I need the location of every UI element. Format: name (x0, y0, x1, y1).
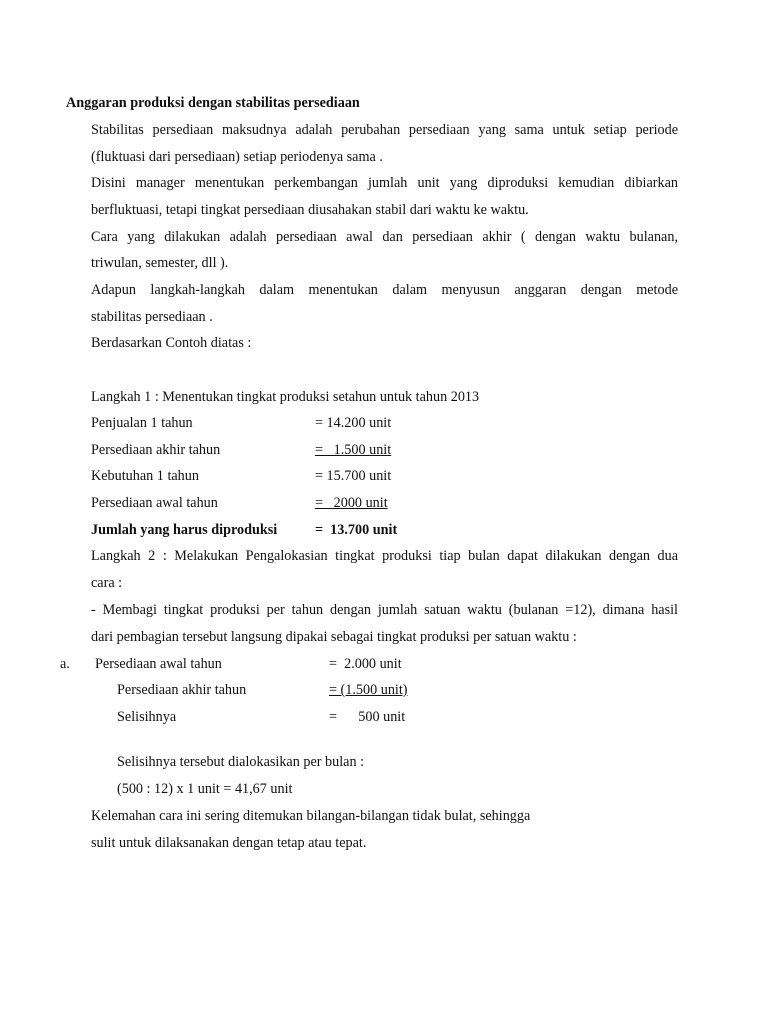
langkah-2-line-2: cara : (91, 575, 123, 591)
row-value: = 500 unit (329, 709, 406, 725)
row-label: Persediaan akhir tahun (91, 442, 221, 458)
row-label: Persediaan awal tahun (95, 656, 222, 672)
row-value: = 2.000 unit (329, 656, 402, 672)
langkah-2-line-4: dari pembagian tersebut langsung dipakai sebagai tingkat produksi per satuan waktu : (91, 629, 577, 645)
row-value: = (1.500 unit) (329, 682, 408, 698)
row-value: = 14.200 unit (315, 415, 392, 431)
section-title: Anggaran produksi dengan stabilitas persediaan (66, 95, 360, 111)
row-label: Persediaan awal tahun (91, 495, 218, 511)
row-value: = 1.500 unit (315, 442, 392, 458)
langkah-1-row (91, 414, 491, 432)
row-label: Persediaan akhir tahun (117, 682, 247, 698)
allocation-line-1: Selisihnya tersebut dialokasikan per bulan : (117, 754, 365, 770)
paragraph-5: Berdasarkan Contoh diatas : (91, 335, 252, 351)
closing-line-2: sulit untuk dilaksanakan dengan tetap atau tepat. (91, 835, 367, 851)
paragraph-2-line-1: Disini manager menentukan perkembangan jumlah unit yang diproduksi kemudian dibiarkan (91, 175, 678, 191)
langkah-1-total-row (91, 521, 491, 539)
paragraph-1-line-2: (fluktuasi dari persediaan) setiap periodenya sama . (91, 149, 383, 165)
langkah-1-row (91, 494, 491, 512)
paragraph-2-line-2: berfluktuasi, tetapi tingkat persediaan diusahakan stabil dari waktu ke waktu. (91, 202, 529, 218)
row-value: = 13.700 unit (315, 522, 398, 538)
langkah-1-heading: Langkah 1 : Menentukan tingkat produksi setahun untuk tahun 2013 (91, 389, 480, 405)
option-a-row (95, 708, 455, 726)
langkah-2-line-1: Langkah 2 : Melakukan Pengalokasian tingkat produksi tiap bulan dapat dilakukan dengan dua (91, 548, 678, 564)
row-label: Jumlah yang harus diproduksi (91, 522, 278, 538)
row-label: Kebutuhan 1 tahun (91, 468, 199, 484)
langkah-1-row (91, 441, 491, 459)
paragraph-1-line-1: Stabilitas persediaan maksudnya adalah perubahan persediaan yang sama untuk setiap periode (91, 122, 678, 138)
row-value: = 15.700 unit (315, 468, 392, 484)
option-a-row (95, 655, 455, 673)
row-label: Penjualan 1 tahun (91, 415, 193, 431)
closing-line-1: Kelemahan cara ini sering ditemukan bilangan-bilangan tidak bulat, sehingga (91, 808, 531, 824)
langkah-1-row (91, 467, 491, 485)
paragraph-3-line-2: triwulan, semester, dll ). (91, 255, 229, 271)
allocation-line-2: (500 : 12) x 1 unit = 41,67 unit (117, 781, 293, 797)
row-label: Selisihnya (117, 709, 177, 725)
option-a-marker: a. (60, 656, 70, 672)
langkah-2-line-3: - Membagi tingkat produksi per tahun dengan jumlah satuan waktu (bulanan =12), dimana hasil (91, 602, 678, 618)
option-a-row (95, 681, 455, 699)
paragraph-4-line-1: Adapun langkah-langkah dalam menentukan dalam menyusun anggaran dengan metode (91, 282, 678, 298)
row-value: = 2000 unit (315, 495, 388, 511)
paragraph-4-line-2: stabilitas persediaan . (91, 309, 213, 325)
paragraph-3-line-1: Cara yang dilakukan adalah persediaan awal dan persediaan akhir ( dengan waktu bulanan, (91, 229, 678, 245)
